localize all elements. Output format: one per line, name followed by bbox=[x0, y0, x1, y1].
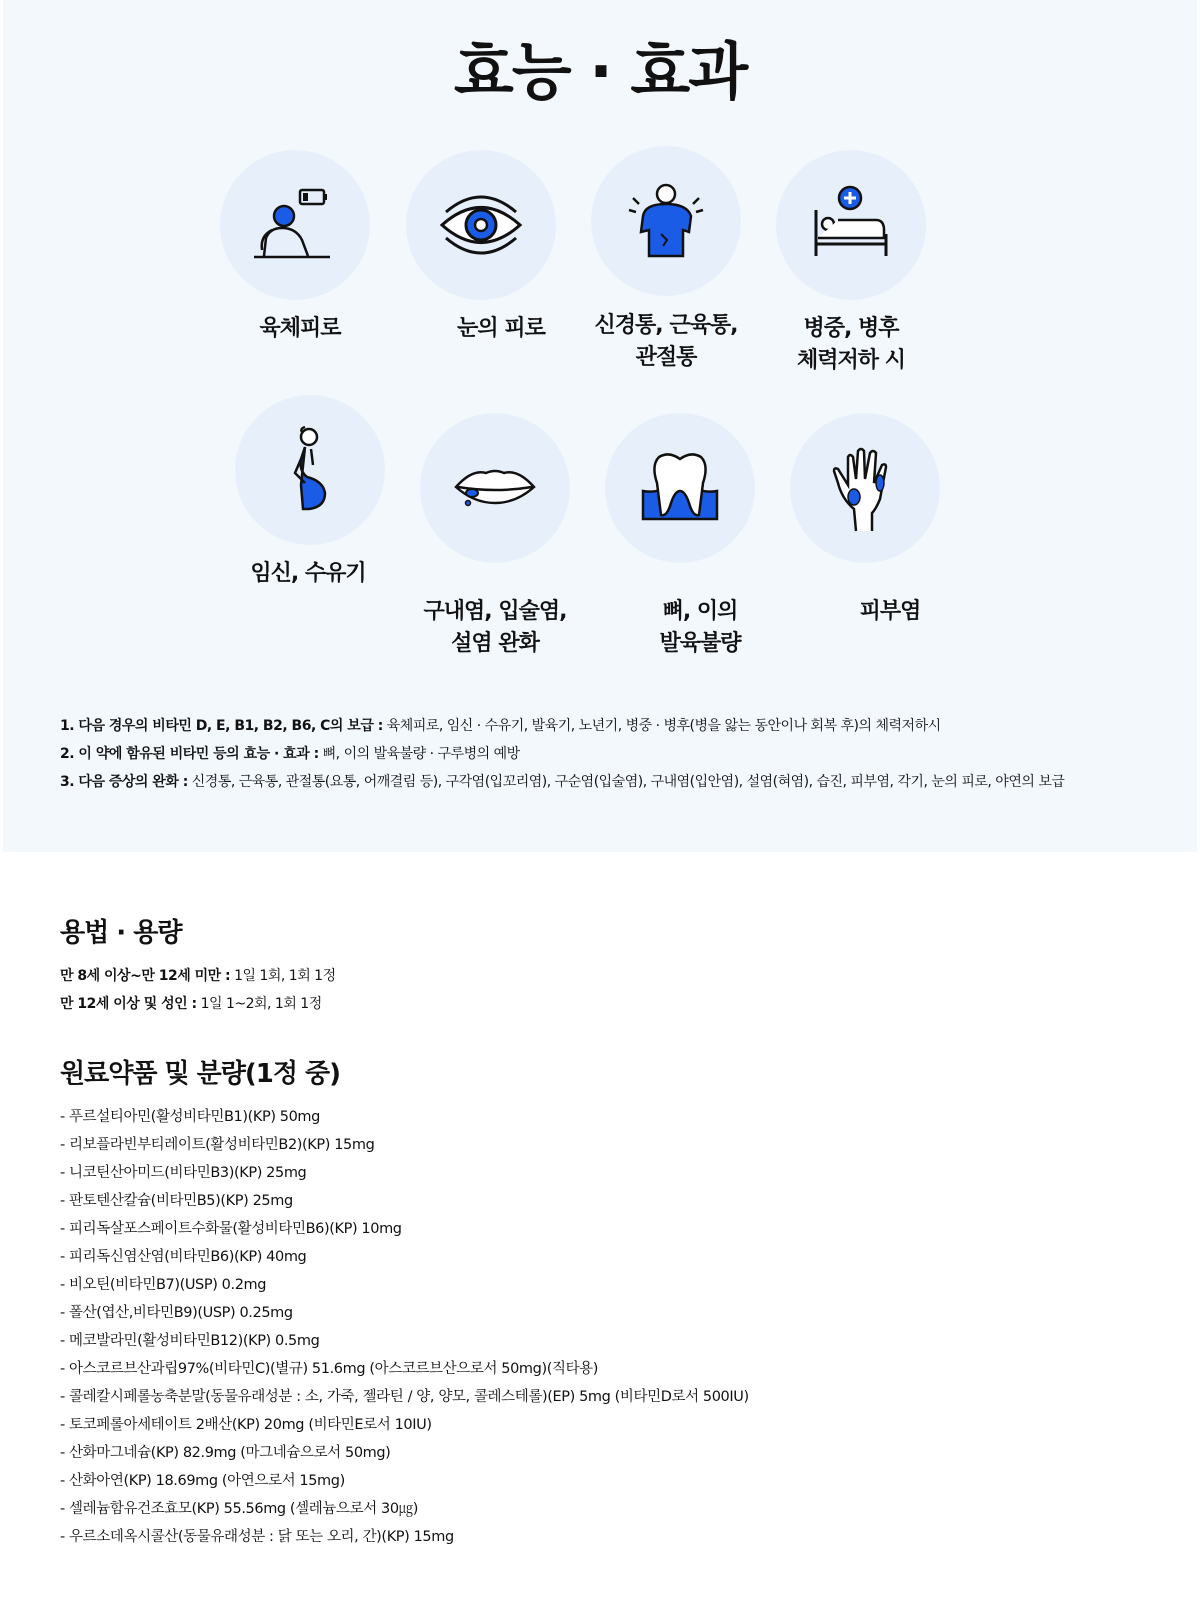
dosage-title: 용법 · 용량 bbox=[60, 918, 182, 948]
list-item: - 폴산(엽산,비타민B9)(USP) 0.25mg bbox=[60, 1305, 293, 1321]
list-item: - 판토텐산칼슘(비타민B5)(KP) 25mg bbox=[60, 1193, 293, 1209]
dosage-text: 1일 1~2회, 1회 1정 bbox=[196, 996, 322, 1012]
efficacy-note bbox=[60, 712, 1160, 740]
efficacy-label-5: 임신, 수유기 bbox=[250, 561, 366, 586]
note-text: 육체피로, 임신 · 수유기, 발육기, 노년기, 병중 · 병후(병을 앓는 동안이나 회복 후)의 체력저하시 bbox=[382, 718, 941, 734]
dosage-text: 1일 1회, 1회 1정 bbox=[230, 968, 336, 984]
efficacy-label-2: 눈의 피로 bbox=[457, 316, 545, 341]
list-item: - 셀레늄함유건조효모(KP) 55.56mg (셀레늄으로서 30㎍) bbox=[60, 1501, 419, 1517]
note-heading: 2. 이 약에 함유된 비타민 등의 효능 · 효과 : bbox=[60, 746, 319, 762]
list-item: - 우르소데옥시콜산(동물유래성분 : 닭 또는 오리, 간)(KP) 15mg bbox=[60, 1529, 454, 1545]
list-item: - 콜레칼시페롤농축분말(동물유래성분 : 소, 가죽, 젤라틴 / 양, 양모, 콜레스테롤)(EP) 5mg (비타민D로서 500IU) bbox=[60, 1389, 749, 1405]
pregnant-circle bbox=[235, 395, 385, 545]
list-item: - 피리독신염산염(비타민B6)(KP) 40mg bbox=[60, 1249, 307, 1265]
eye-icon bbox=[436, 180, 526, 270]
efficacy-label-7: 뼈, 이의 발육불량 bbox=[659, 599, 741, 656]
dosage-heading: 만 12세 이상 및 성인 : bbox=[60, 996, 197, 1012]
ingredients-title: 원료약품 및 분량(1정 중) bbox=[60, 1059, 341, 1089]
list-item: - 메코발라민(활성비타민B12)(KP) 0.5mg bbox=[60, 1333, 320, 1349]
list-item: - 푸르설티아민(활성비타민B1)(KP) 50mg bbox=[60, 1109, 320, 1125]
dosage-line bbox=[60, 962, 336, 990]
tooth-icon bbox=[635, 443, 725, 533]
lips-circle bbox=[420, 413, 570, 563]
efficacy-title: 효능 · 효과 bbox=[453, 35, 747, 108]
dosage-heading: 만 8세 이상~만 12세 미만 : bbox=[60, 968, 231, 984]
list-item: - 니코틴산아미드(비타민B3)(KP) 25mg bbox=[60, 1165, 307, 1181]
dosage-lines bbox=[60, 962, 336, 1018]
list-item: - 토코페롤아세테이트 2배산(KP) 20mg (비타민E로서 10IU) bbox=[60, 1417, 432, 1433]
list-item: - 산화아연(KP) 18.69mg (아연으로서 15mg) bbox=[60, 1473, 345, 1489]
hand-circle bbox=[790, 413, 940, 563]
efficacy-notes bbox=[60, 712, 1160, 796]
efficacy-label-1: 육체피로 bbox=[259, 316, 341, 341]
efficacy-label-8: 피부염 bbox=[859, 599, 921, 624]
pregnant-icon bbox=[265, 425, 355, 515]
eye-circle bbox=[406, 150, 556, 300]
efficacy-label-3: 신경통, 근육통, 관절통 bbox=[594, 313, 738, 370]
efficacy-note bbox=[60, 740, 1160, 768]
note-heading: 1. 다음 경우의 비타민 D, E, B1, B2, B6, C의 보급 : bbox=[60, 718, 383, 734]
list-item: - 피리독살포스페이트수화물(활성비타민B6)(KP) 10mg bbox=[60, 1221, 402, 1237]
list-item: - 비오틴(비타민B7)(USP) 0.2mg bbox=[60, 1277, 267, 1293]
fatigue-circle bbox=[220, 150, 370, 300]
efficacy-label-4: 병중, 병후 체력저하 시 bbox=[797, 316, 905, 373]
note-heading: 3. 다음 증상의 완화 : bbox=[60, 774, 188, 790]
efficacy-note bbox=[60, 768, 1160, 796]
list-item: - 아스코르브산과립97%(비타민C)(별규) 51.6mg (아스코르브산으로서 50mg)(직타용) bbox=[60, 1361, 599, 1377]
list-item: - 리보플라빈부티레이트(활성비타민B2)(KP) 15mg bbox=[60, 1137, 375, 1153]
back-pain-icon bbox=[621, 176, 711, 266]
dosage-line bbox=[60, 990, 336, 1018]
lips-icon bbox=[450, 443, 540, 533]
back-pain-circle bbox=[591, 146, 741, 296]
hand-icon bbox=[820, 443, 910, 533]
ingredients-list bbox=[60, 1103, 749, 1551]
note-text: 뼈, 이의 발육불량 · 구루병의 예방 bbox=[318, 746, 520, 762]
tooth-circle bbox=[605, 413, 755, 563]
hospital-bed-circle bbox=[776, 150, 926, 300]
note-text: 신경통, 근육통, 관절통(요통, 어깨결림 등), 구각염(입꼬리염), 구순염(입술염), 구내염(입안염), 설염(혀염), 습진, 피부염, 각기, 눈의 피로, 야연의 보급 bbox=[187, 774, 1065, 790]
efficacy-label-6: 구내염, 입술염, 설염 완화 bbox=[423, 599, 567, 656]
hospital-bed-icon bbox=[806, 180, 896, 270]
list-item: - 산화마그네슘(KP) 82.9mg (마그네슘으로서 50mg) bbox=[60, 1445, 391, 1461]
fatigue-icon bbox=[250, 180, 340, 270]
